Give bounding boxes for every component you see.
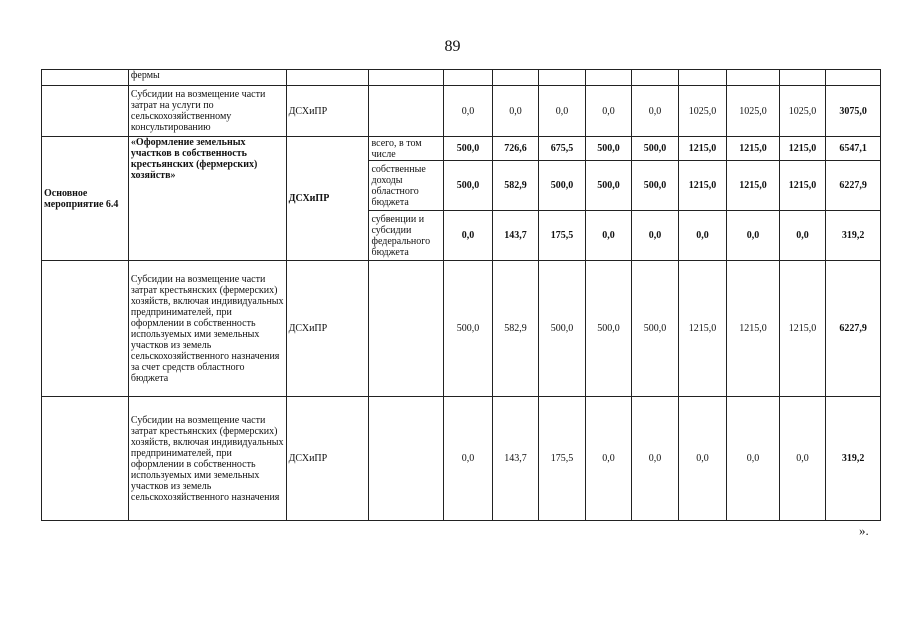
value-cell: 0,0: [444, 211, 493, 261]
table-cell: [632, 70, 678, 86]
measure-description: Субсидии на возмещение части затрат на услуги по сельскохозяйственному консультированию: [128, 86, 286, 137]
source-cell: [369, 397, 444, 521]
value-cell: 143,7: [492, 211, 538, 261]
executor-cell: ДСХиПР: [286, 397, 369, 521]
value-cell: 0,0: [678, 211, 727, 261]
value-cell: 675,5: [539, 137, 585, 161]
value-cell: 0,0: [585, 397, 631, 521]
value-cell: 500,0: [444, 161, 493, 211]
program-table: [41, 69, 881, 521]
value-cell: 1215,0: [727, 261, 780, 397]
value-cell: 1215,0: [779, 261, 825, 397]
closing-quote-mark: ».: [859, 523, 869, 538]
value-cell: 500,0: [632, 161, 678, 211]
value-cell: 0,0: [585, 86, 631, 137]
table-row: [42, 261, 881, 397]
source-cell: всего, в том числе: [369, 137, 444, 161]
total-cell: 3075,0: [826, 86, 881, 137]
table-cell: [42, 261, 129, 397]
value-cell: 0,0: [632, 211, 678, 261]
table-row: [42, 70, 881, 86]
table-cell: [826, 70, 881, 86]
table-cell: [369, 70, 444, 86]
table-row: [42, 86, 881, 137]
value-cell: 0,0: [678, 397, 727, 521]
value-cell: 1215,0: [727, 161, 780, 211]
source-cell: собственные доходы областного бюджета: [369, 161, 444, 211]
total-cell: 319,2: [826, 211, 881, 261]
value-cell: 143,7: [492, 397, 538, 521]
value-cell: 500,0: [632, 261, 678, 397]
total-cell: 319,2: [826, 397, 881, 521]
source-cell: [369, 86, 444, 137]
value-cell: 582,9: [492, 261, 538, 397]
value-cell: 0,0: [727, 211, 780, 261]
value-cell: 582,9: [492, 161, 538, 211]
value-cell: 1215,0: [678, 161, 727, 211]
total-cell: 6547,1: [826, 137, 881, 161]
value-cell: 0,0: [444, 86, 493, 137]
value-cell: 500,0: [444, 137, 493, 161]
value-cell: 500,0: [632, 137, 678, 161]
value-cell: 0,0: [585, 211, 631, 261]
value-cell: 0,0: [727, 397, 780, 521]
measure-description: Субсидии на возмещение части затрат крестьянских (фермерских) хозяйств, включая индивидуальных предпринимателей, при оформлении в собственность используемых ими земельных участков из земель сельскохозяйственного назначения за счет средств областного бюджета: [128, 261, 286, 397]
value-cell: 1215,0: [779, 137, 825, 161]
value-cell: 0,0: [539, 86, 585, 137]
value-cell: 175,5: [539, 397, 585, 521]
main-measure-title: «Оформление земельных участков в собственность крестьянских (фермерских) хозяйств»: [128, 137, 286, 261]
source-cell: [369, 261, 444, 397]
value-cell: 1215,0: [678, 137, 727, 161]
source-cell: субвенции и субсидии федерального бюджета: [369, 211, 444, 261]
value-cell: 1215,0: [727, 137, 780, 161]
value-cell: 0,0: [632, 86, 678, 137]
table-cell: [286, 70, 369, 86]
measure-description: фермы: [128, 70, 286, 86]
value-cell: 500,0: [539, 161, 585, 211]
table-cell: [42, 86, 129, 137]
value-cell: 175,5: [539, 211, 585, 261]
value-cell: 1025,0: [779, 86, 825, 137]
total-cell: 6227,9: [826, 161, 881, 211]
table-cell: [492, 70, 538, 86]
total-cell: 6227,9: [826, 261, 881, 397]
value-cell: 1215,0: [678, 261, 727, 397]
measure-description: Субсидии на возмещение части затрат крестьянских (фермерских) хозяйств, включая индивидуальных предпринимателей, при оформлении в собственность используемых ими земельных участков из земель сельскохозяйственного назначения: [128, 397, 286, 521]
table-cell: [444, 70, 493, 86]
table-cell: [42, 397, 129, 521]
value-cell: 500,0: [585, 161, 631, 211]
value-cell: 1025,0: [727, 86, 780, 137]
executor-cell: ДСХиПР: [286, 86, 369, 137]
value-cell: 1025,0: [678, 86, 727, 137]
page-number: 89: [444, 38, 461, 55]
table-row: [42, 397, 881, 521]
table-cell: [585, 70, 631, 86]
main-measure-label: Основное мероприятие 6.4: [42, 137, 129, 261]
table-cell: [539, 70, 585, 86]
value-cell: 500,0: [585, 137, 631, 161]
value-cell: 1215,0: [779, 161, 825, 211]
table-cell: [727, 70, 780, 86]
value-cell: 500,0: [444, 261, 493, 397]
value-cell: 500,0: [539, 261, 585, 397]
table-cell: [42, 70, 129, 86]
value-cell: 0,0: [492, 86, 538, 137]
value-cell: 726,6: [492, 137, 538, 161]
executor-cell: ДСХиПР: [286, 137, 369, 261]
value-cell: 0,0: [779, 397, 825, 521]
value-cell: 0,0: [444, 397, 493, 521]
value-cell: 0,0: [632, 397, 678, 521]
executor-cell: ДСХиПР: [286, 261, 369, 397]
value-cell: 0,0: [779, 211, 825, 261]
table-cell: [779, 70, 825, 86]
value-cell: 500,0: [585, 261, 631, 397]
table-cell: [678, 70, 727, 86]
table-row: [42, 137, 881, 161]
